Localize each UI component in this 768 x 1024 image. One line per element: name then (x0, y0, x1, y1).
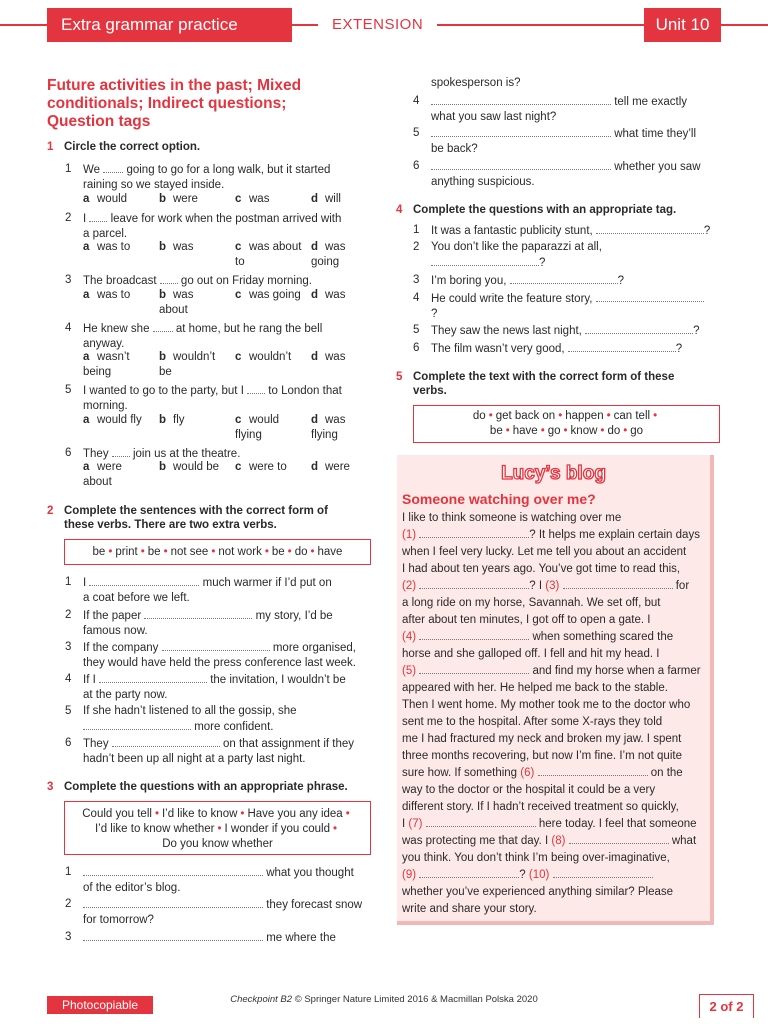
blog-title: Lucy’s blog (501, 463, 606, 484)
answer-gap[interactable] (569, 833, 669, 844)
answer-gap[interactable] (112, 736, 220, 747)
blog-line: was protecting me that day. I (8) what (402, 835, 697, 847)
answer-gap[interactable] (83, 897, 263, 908)
blog-line: (9) ? (10) (402, 867, 653, 884)
list-item: 1 It was a fantastic publicity stunt, ? (413, 224, 711, 237)
blog-line: sure how. If something (6) on the (402, 767, 683, 779)
exercise-4-instruction: 4 Complete the questions with an appropriate tag. (396, 204, 677, 216)
answer-gap[interactable] (431, 126, 611, 137)
answer-gap[interactable] (426, 816, 536, 827)
exercise-2-instruction: 2 Complete the sentences with the correct form of these verbs. There are two extra verbs. (47, 505, 328, 531)
answer-gap[interactable] (83, 865, 263, 876)
blog-line: way to the doctor or the hospital it could be a very (402, 784, 656, 796)
option-c[interactable]: c was about to (235, 241, 302, 268)
list-item: 6 whether you saw anything suspicious. (413, 160, 701, 188)
option-a[interactable]: a wasn’t being (83, 351, 130, 378)
option-a[interactable]: a would fly (83, 414, 142, 426)
exercise-5-instruction: 5 Complete the text with the correct form of these verbs. (396, 371, 675, 397)
blog-line: three months recovering, but now I’m fine. I’m not quite (402, 750, 682, 762)
answer-gap[interactable] (585, 323, 693, 334)
list-item: 2 If the paper my story, I’d be famous now. (65, 609, 333, 637)
option-d[interactable]: d was (311, 351, 346, 363)
option-c[interactable]: c was going (235, 289, 301, 301)
blog-line: I (7) here today. I feel that someone (402, 818, 697, 830)
blog-line: different story. If I hadn’t received treatment so quickly, (402, 801, 679, 813)
list-item-continued: spokesperson is? (431, 77, 521, 89)
blog-line: I had about ten years ago. You’ve got time to read this, (402, 563, 681, 575)
list-item: 3 If the company more organised, they would have held the press conference last week. (65, 641, 356, 669)
list-item: 1 what you thought of the editor’s blog. (65, 866, 354, 894)
option-b[interactable]: b would be (159, 461, 220, 473)
blog-line: me I had fractured my neck and broken my jaw. I spent (402, 733, 682, 745)
phrase-box: Could you tell • I’d like to know • Have you any idea • I’d like to know whether • I wonder if you could • Do you know whether (64, 801, 371, 855)
answer-gap[interactable] (538, 765, 648, 776)
blog-line: when I feel very lucky. Let me tell you about an accident (402, 546, 687, 558)
blog-line: after about ten minutes, I got off to open a gate. I (402, 614, 651, 626)
blog-subtitle: Someone watching over me? (402, 491, 596, 507)
answer-gap[interactable] (431, 255, 539, 266)
blog-line: write and share your story. (402, 903, 537, 915)
list-item: 4 If I the invitation, I wouldn’t be at the party now. (65, 673, 346, 701)
list-item: 4 tell me exactly what you saw last night? (413, 95, 688, 123)
answer-gap[interactable] (419, 867, 519, 878)
answer-gap[interactable] (162, 640, 270, 651)
answer-gap[interactable] (144, 608, 252, 619)
list-item: 2 You don’t like the paparazzi at all, ? (413, 241, 602, 269)
answer-gap[interactable] (568, 341, 676, 352)
answer-gap[interactable] (99, 672, 207, 683)
blog-line: Then I went home. My mother took me to the doctor who (402, 699, 691, 711)
answer-gap[interactable] (419, 578, 529, 589)
option-c[interactable]: c wouldn’t (235, 351, 292, 363)
exercise-3-instruction: 3 Complete the questions with an appropriate phrase. (47, 781, 348, 793)
list-item: 2 they forecast snow for tomorrow? (65, 898, 363, 926)
answer-gap[interactable] (83, 930, 263, 941)
list-item: 5 what time they’ll be back? (413, 127, 697, 155)
blog-line: (4) when something scared the (402, 631, 674, 643)
list-item: 6 They on that assignment if they hadn’t been up all night at a party last night. (65, 737, 355, 765)
answer-gap[interactable] (419, 527, 529, 538)
section-title: Future activities in the past; Mixed conditionals; Indirect questions; Question tags (47, 77, 302, 130)
list-item: 6 They join us at the theatre. (65, 447, 241, 460)
option-b[interactable]: b was (159, 241, 194, 253)
list-item: 1 I much warmer if I’d put on a coat before we left. (65, 576, 332, 604)
answer-gap[interactable] (247, 383, 265, 394)
answer-gap[interactable] (160, 273, 178, 284)
list-item: 3 I’m boring you, ? (413, 274, 625, 287)
option-a[interactable]: a were about (83, 461, 122, 488)
answer-gap[interactable] (553, 867, 653, 878)
blog-line: (2) ? I (3) for (402, 580, 690, 592)
answer-gap[interactable] (112, 446, 130, 457)
option-d[interactable]: d was (311, 289, 346, 301)
answer-gap[interactable] (153, 321, 173, 332)
option-b[interactable]: b was about (159, 289, 194, 316)
option-b[interactable]: b fly (159, 414, 185, 426)
option-d[interactable]: d was flying (311, 414, 346, 441)
blog-line: whether you’ve experienced anything similar? Please (402, 886, 674, 898)
page-number: 2 of 2 (699, 994, 754, 1018)
option-d[interactable]: d was going (311, 241, 346, 268)
answer-gap[interactable] (596, 223, 704, 234)
list-item: 5 They saw the news last night, ? (413, 324, 700, 337)
answer-gap[interactable] (89, 211, 107, 222)
answer-gap[interactable] (431, 159, 611, 170)
blog-panel (397, 455, 714, 925)
footer-credit: Checkpoint B2 © Springer Nature Limited 2016 & Macmillan Polska 2020 (230, 994, 538, 1005)
answer-gap[interactable] (431, 94, 611, 105)
blog-line: horse and she galloped off. I fell and hit my head. I (402, 648, 660, 660)
option-d[interactable]: d were (311, 461, 350, 473)
header-section: EXTENSION (318, 12, 437, 38)
answer-gap[interactable] (103, 162, 123, 173)
word-box: be • print • be • not see • not work • be • do • have (64, 539, 371, 565)
option-c[interactable]: c was (235, 193, 270, 205)
list-item: 5 I wanted to go to the party, but I to London that morning. (65, 384, 342, 412)
header-title: Extra grammar practice (47, 8, 292, 42)
list-item: 4 He knew she at home, but he rang the bell anyway. (65, 322, 323, 350)
option-b[interactable]: b wouldn’t be (159, 351, 216, 378)
exercise-1-instruction: 1 Circle the correct option. (47, 141, 201, 153)
option-d[interactable]: d will (311, 193, 341, 205)
answer-gap[interactable] (83, 719, 191, 730)
list-item: 3 me where the (65, 931, 336, 944)
word-box: do • get back on • happen • can tell • be • have • go • know • do • go (413, 405, 720, 443)
option-a[interactable]: a would (83, 193, 128, 205)
blog-line: appeared with her. He helped me back to the stable. (402, 682, 668, 694)
list-item: 1 We going to go for a long walk, but it started raining so we stayed inside. (65, 163, 331, 191)
list-item: 3 The broadcast go out on Friday morning. (65, 274, 312, 287)
answer-gap[interactable] (510, 273, 618, 284)
blog-line: I like to think someone is watching over me (402, 512, 622, 524)
list-item: 2 I leave for work when the postman arrived with a parcel. (65, 212, 342, 240)
list-item: 4 He could write the feature story, ? (431, 291, 731, 321)
blog-line: you think. You don’t think I’m being over-imaginative, (402, 852, 670, 864)
option-a[interactable]: a was to (83, 289, 131, 301)
option-c[interactable]: c were to (235, 461, 287, 473)
answer-gap[interactable] (563, 578, 673, 589)
answer-gap[interactable] (89, 575, 199, 586)
blog-line: a long ride on my horse, Savannah. We set off, but (402, 597, 661, 609)
answer-gap[interactable] (596, 291, 704, 302)
option-b[interactable]: b were (159, 193, 198, 205)
answer-gap[interactable] (419, 663, 529, 674)
blog-line: (5) and find my horse when a farmer (402, 665, 701, 677)
blog-line: (1) ? It helps me explain certain days (402, 529, 700, 541)
header-unit: Unit 10 (644, 8, 721, 42)
list-item: 5 If she hadn’t listened to all the gossip, she more confident. (65, 705, 297, 733)
answer-gap[interactable] (419, 629, 529, 640)
photocopiable-badge: Photocopiable (47, 996, 153, 1014)
blog-line: sent me to the hospital. After some X-rays they told (402, 716, 663, 728)
option-c[interactable]: c would flying (235, 414, 280, 441)
list-item: 6 The film wasn’t very good, ? (413, 342, 683, 355)
option-a[interactable]: a was to (83, 241, 131, 253)
